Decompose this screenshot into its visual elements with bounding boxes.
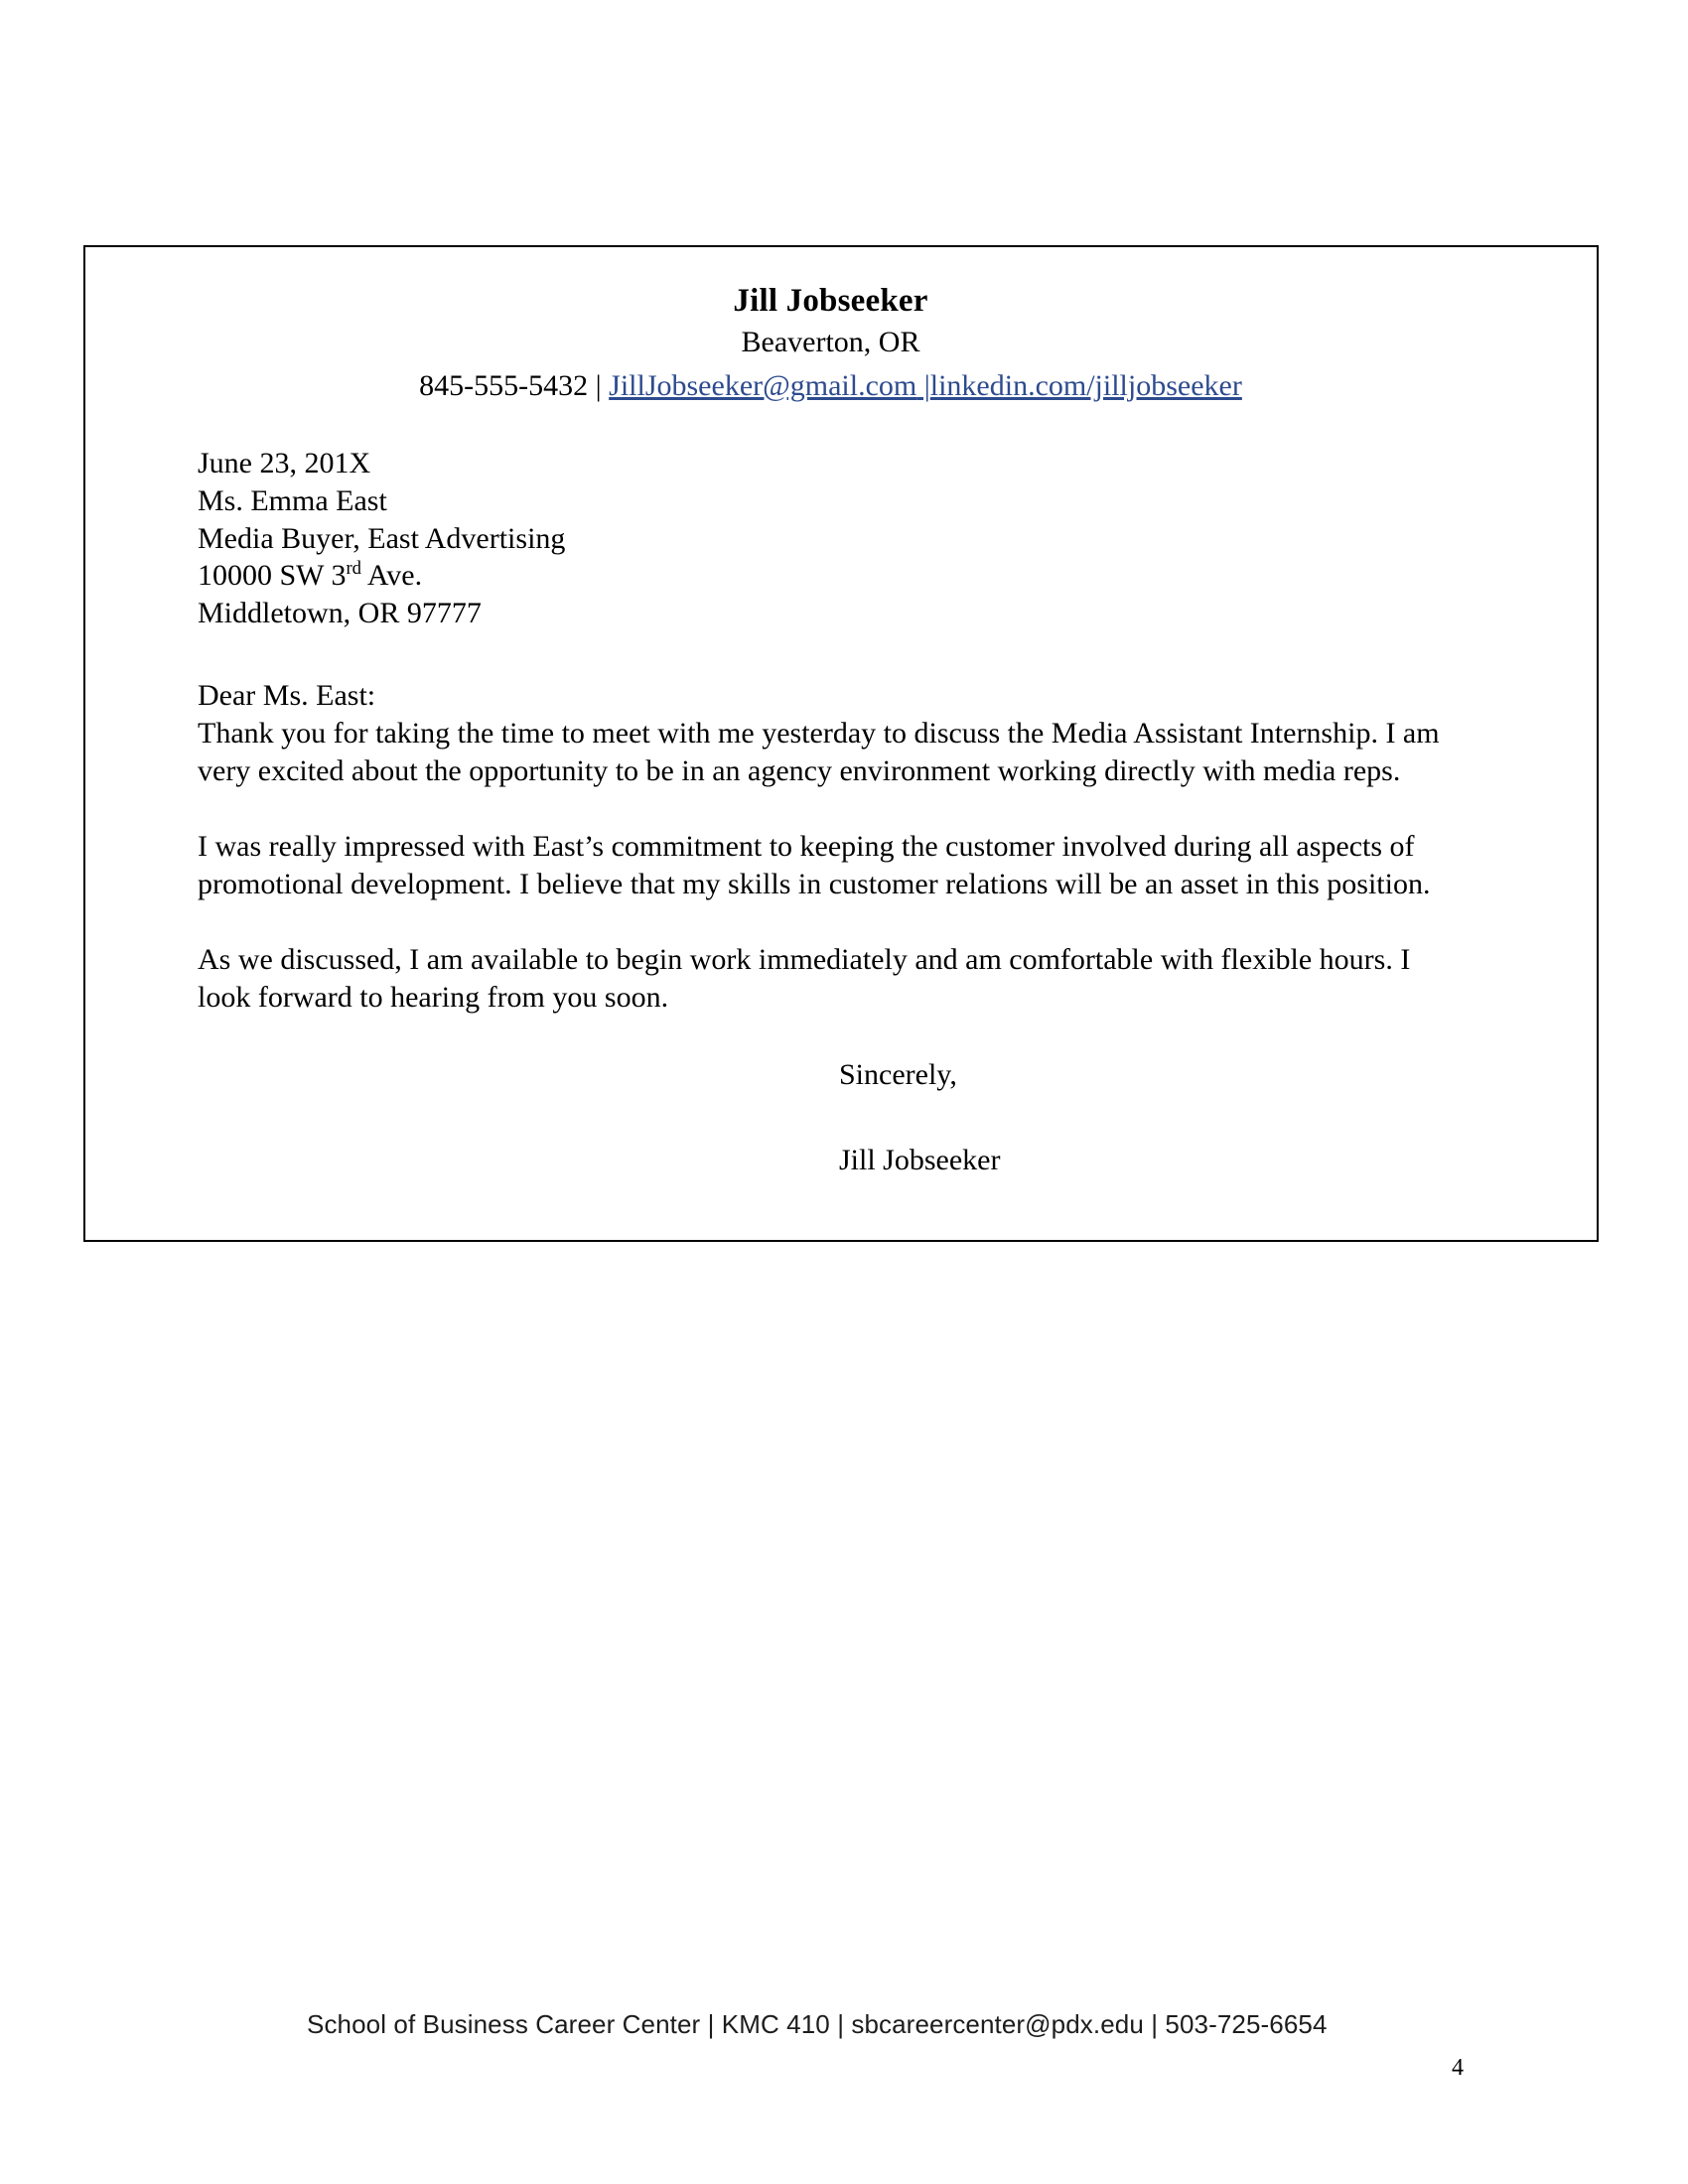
page-footer: School of Business Career Center | KMC 410 | sbcareercenter@pdx.edu | 503-725-6654 [307, 2009, 1328, 2039]
page-number: 4 [1452, 2055, 1464, 2081]
letterhead [198, 247, 1464, 405]
body-paragraph-1: Thank you for taking the time to meet with me yesterday to discuss the Media Assistant Internship. I am very excited about the opportunity to be in an agency environment working directly with media reps. [198, 717, 1440, 788]
closing-block [839, 1056, 1464, 1179]
salutation: Dear Ms. East: [198, 679, 376, 713]
street-type: Ave. [360, 559, 423, 593]
contact-line [198, 366, 1464, 405]
body-paragraph-3: As we discussed, I am available to begin work immediately and am comfortable with flexible hours. I look forward to hearing from you soon. [198, 943, 1411, 1014]
letter-date: June 23, 201X [198, 446, 371, 479]
recipient-name: Ms. Emma East [198, 483, 387, 517]
contact-separator-1: | [588, 368, 610, 402]
applicant-name: Jill Jobseeker [733, 283, 928, 319]
recipient-address-block [198, 445, 1464, 633]
contact-separator-2: | [916, 368, 930, 402]
street-ordinal-suffix: rd [346, 558, 361, 580]
letter-border-box [83, 245, 1599, 1242]
email-link[interactable]: JillJobseeker@gmail.com [609, 368, 917, 402]
body-paragraph-2: I was really impressed with East’s commitment to keeping the customer involved during all aspects of promotional development. I believe that my skills in customer relations will be an asset in this position. [198, 830, 1431, 901]
salutation-and-opening [198, 677, 1464, 790]
phone-number: 845-555-5432 [419, 368, 589, 402]
recipient-city-state-zip: Middletown, OR 97777 [198, 597, 482, 630]
recipient-street [198, 557, 1464, 595]
recipient-title-company: Media Buyer, East Advertising [198, 521, 566, 555]
applicant-location: Beaverton, OR [741, 326, 920, 359]
street-number: 10000 SW 3 [198, 559, 347, 593]
linkedin-link[interactable]: linkedin.com/jilljobseeker [929, 368, 1242, 402]
valediction: Sincerely, [839, 1057, 957, 1091]
signature-name: Jill Jobseeker [839, 1143, 1001, 1176]
letter-content [198, 247, 1464, 1179]
